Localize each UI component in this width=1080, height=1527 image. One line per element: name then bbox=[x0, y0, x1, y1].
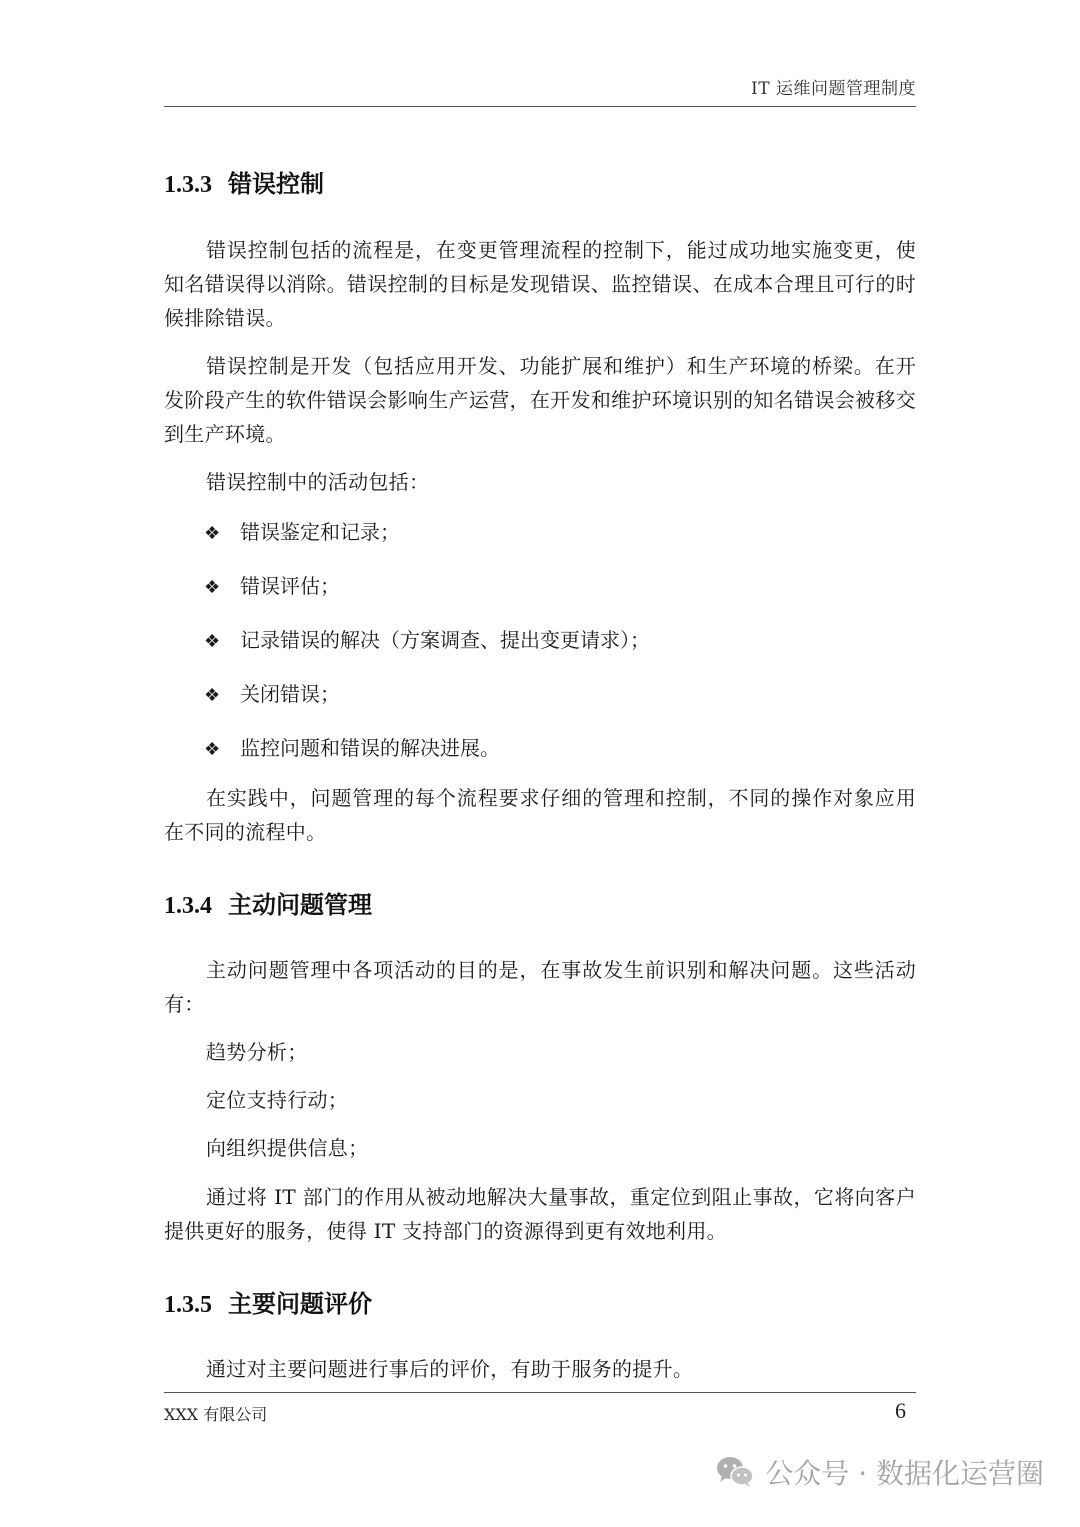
section-heading-1-3-5 bbox=[164, 1284, 372, 1319]
paragraph-error-control-definition: 错误控制包括的流程是，在变更管理流程的控制下，能过成功地实施变更，使知名错误得以消除。错误控制的目标是发现错误、监控错误、在成本合理且可行的时候排除错误。 bbox=[164, 238, 916, 330]
section-heading-1-3-3 bbox=[164, 164, 324, 199]
section-number: 1.3.3 bbox=[164, 172, 212, 198]
list-item: ❖ 关闭错误； bbox=[204, 677, 340, 713]
list-item: ❖ 错误鉴定和记录； bbox=[204, 515, 400, 551]
diamond-bullet-icon: ❖ bbox=[204, 685, 221, 706]
section-number: 1.3.5 bbox=[164, 1292, 212, 1318]
running-header-title: IT 运维问题管理制度 bbox=[751, 79, 916, 99]
wechat-icon bbox=[715, 1455, 755, 1489]
list-item: 趋势分析； bbox=[206, 1040, 308, 1064]
section-title: 错误控制 bbox=[228, 169, 324, 198]
diamond-bullet-icon: ❖ bbox=[204, 739, 221, 760]
paragraph-proactive-benefit: 通过将 IT 部门的作用从被动地解决大量事故，重定位到阻止事故，它将向客户提供更好的服务，使得 IT 支持部门的资源得到更有效地利用。 bbox=[164, 1185, 916, 1243]
header-divider bbox=[164, 106, 916, 107]
diamond-bullet-icon: ❖ bbox=[204, 523, 221, 544]
paragraph-major-problem-review: 通过对主要问题进行事后的评价，有助于服务的提升。 bbox=[206, 1357, 694, 1381]
section-title: 主动问题管理 bbox=[228, 890, 372, 919]
diamond-bullet-icon: ❖ bbox=[204, 631, 221, 652]
page-number: 6 bbox=[895, 1398, 906, 1423]
footer-divider bbox=[164, 1392, 916, 1393]
paragraph-error-control-bridge: 错误控制是开发（包括应用开发、功能扩展和维护）和生产环境的桥梁。在开发阶段产生的软件错误会影响生产运营，在开发和维护环境识别的知名错误会被移交到生产环境。 bbox=[164, 354, 916, 446]
paragraph-proactive-intro: 主动问题管理中各项活动的目的是，在事故发生前识别和解决问题。这些活动有： bbox=[164, 958, 916, 1016]
list-item: ❖ 记录错误的解决（方案调查、提出变更请求）； bbox=[204, 623, 650, 659]
section-number: 1.3.4 bbox=[164, 893, 212, 919]
list-item: 定位支持行动； bbox=[206, 1088, 349, 1112]
watermark bbox=[715, 1452, 1044, 1492]
watermark-text: 公众号 · 数据化运营圈 bbox=[765, 1457, 1044, 1490]
section-title: 主要问题评价 bbox=[228, 1289, 372, 1318]
footer-company-name: XXX 有限公司 bbox=[164, 1405, 268, 1424]
list-item: ❖ 错误评估； bbox=[204, 569, 340, 605]
list-intro: 错误控制中的活动包括： bbox=[206, 470, 430, 494]
diamond-bullet-icon: ❖ bbox=[204, 577, 221, 598]
list-item: 向组织提供信息； bbox=[206, 1136, 369, 1160]
section-heading-1-3-4 bbox=[164, 885, 372, 920]
paragraph-practice: 在实践中，问题管理的每个流程要求仔细的管理和控制，不同的操作对象应用在不同的流程中。 bbox=[164, 786, 916, 844]
list-item: ❖ 监控问题和错误的解决进展。 bbox=[204, 731, 500, 767]
